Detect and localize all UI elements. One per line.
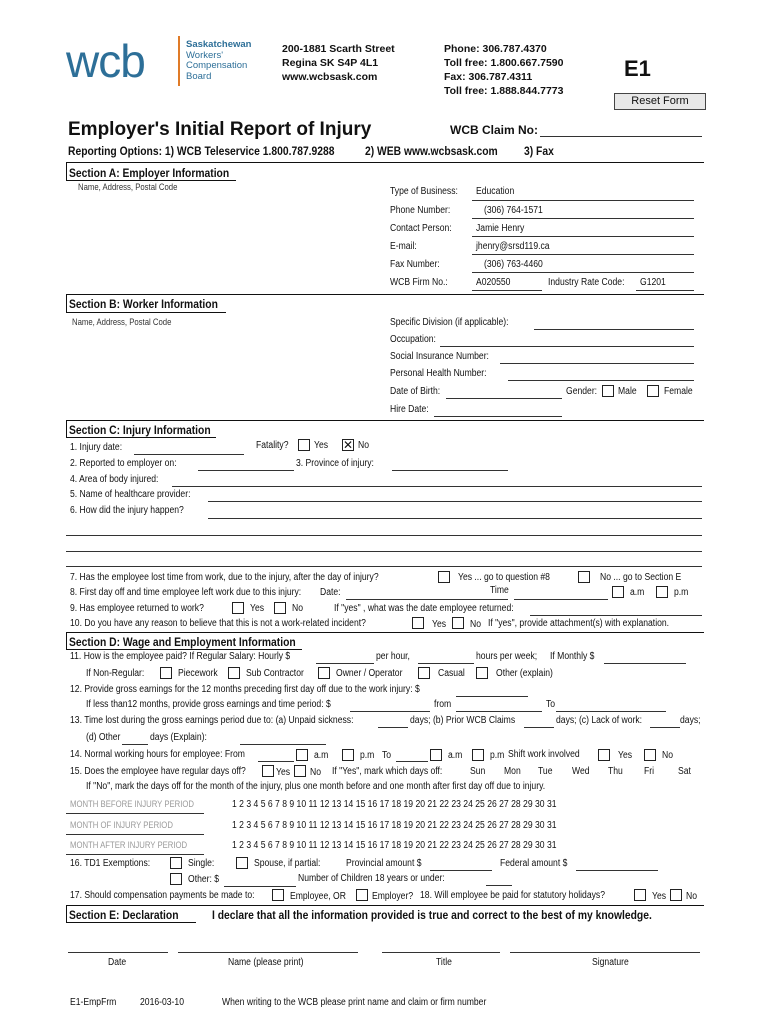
form-code: E1 — [624, 56, 651, 81]
q14-from-pm-label: p.m — [360, 750, 375, 761]
firm-no-line — [472, 290, 542, 291]
q15-yes-checkbox[interactable] — [262, 765, 274, 777]
q4-area-body-field[interactable] — [172, 486, 702, 487]
fatality-yes-checkbox[interactable] — [298, 439, 310, 451]
holidays-yes-checkbox[interactable] — [634, 889, 646, 901]
q8-am-checkbox[interactable] — [612, 586, 624, 598]
type-of-business-label: Type of Business: — [390, 186, 458, 197]
q3-province-label: 3. Province of injury: — [296, 458, 374, 469]
q6-how-line-1[interactable] — [208, 518, 702, 519]
holidays-yes-label: Yes — [652, 891, 667, 902]
q11-monthly-field[interactable] — [604, 663, 686, 664]
hire-date-label: Hire Date: — [390, 404, 429, 415]
q7-yes-checkbox[interactable] — [438, 571, 450, 583]
occupation-label: Occupation: — [390, 334, 436, 345]
q10-yes-checkbox[interactable] — [412, 617, 424, 629]
firm-no-value[interactable]: A020550 — [476, 277, 511, 288]
sin-field[interactable] — [500, 363, 694, 364]
q8-time-field[interactable] — [514, 599, 608, 600]
gender-female-checkbox[interactable] — [647, 385, 659, 397]
phone-number-line — [472, 218, 694, 219]
q7-no-label: No ... go to Section E — [600, 572, 682, 583]
fatality-no-check-mark: ✕ — [343, 438, 354, 452]
holidays-no-checkbox[interactable] — [670, 889, 682, 901]
q8-am-label: a.m — [630, 587, 645, 598]
q13-prior-field[interactable] — [524, 727, 554, 728]
month-of-days[interactable]: 1 2 3 4 5 6 7 8 9 10 11 12 13 14 15 16 17 18 19 20 21 22 23 24 25 26 27 28 29 30 31 — [232, 820, 557, 831]
day-mon[interactable]: Mon — [504, 766, 521, 777]
worker-name-address-field[interactable] — [70, 330, 370, 416]
q5-healthcare-field[interactable] — [208, 501, 702, 502]
q9-no-label: No — [292, 603, 304, 614]
q6-how-line-3[interactable] — [66, 551, 702, 552]
section-a-left-rule — [66, 162, 67, 180]
gender-label: Gender: — [566, 386, 598, 397]
claim-no-field[interactable] — [540, 136, 702, 137]
section-e-title: Section E: Declaration — [69, 908, 179, 922]
q12-gross-label: 12. Provide gross earnings for the 12 months preceding first day off due to the work injury: $ — [70, 684, 420, 695]
month-after-days[interactable]: 1 2 3 4 5 6 7 8 9 10 11 12 13 14 15 16 17 18 19 20 21 22 23 24 25 26 27 28 29 30 31 — [232, 840, 557, 851]
page-title: Employer's Initial Report of Injury — [68, 119, 372, 140]
employer-checkbox[interactable] — [356, 889, 368, 901]
shift-no-label: No — [662, 750, 674, 761]
footer-date: 2016-03-10 — [140, 997, 184, 1008]
q16-td1-label: 16. TD1 Exemptions: — [70, 858, 151, 869]
phn-label: Personal Health Number: — [390, 368, 487, 379]
section-a-top-rule — [66, 162, 704, 163]
q15-no-checkbox[interactable] — [294, 765, 306, 777]
q9-return-date-field[interactable] — [530, 615, 702, 616]
phone-number-value[interactable]: (306) 764-1571 — [484, 205, 543, 216]
q8-date-label: Date: — [320, 587, 341, 598]
q10-if-yes-label: If "yes", provide attachment(s) with explanation. — [488, 618, 670, 629]
contact-person-line — [472, 236, 694, 237]
q8-first-day-label: 8. First day off and time employee left work due to this injury: — [70, 587, 302, 598]
employer-name-address-field[interactable] — [70, 194, 370, 290]
signature-caption: Signature — [592, 957, 629, 968]
q4-area-body-label: 4. Area of body injured: — [70, 474, 159, 485]
industry-rate-label: Industry Rate Code: — [548, 277, 625, 288]
declaration-signature-field[interactable] — [510, 952, 700, 953]
section-d-left-rule — [66, 632, 67, 649]
q13-lack-field[interactable] — [650, 727, 680, 728]
q8-pm-label: p.m — [674, 587, 689, 598]
q11-hours-week-field[interactable] — [418, 663, 474, 664]
q17-payments-label: 17. Should compensation payments be made to: — [70, 890, 255, 901]
q12-to-label: To — [546, 699, 556, 710]
q18-holidays-label: 18. Will employee be paid for statutory holidays? — [420, 890, 606, 901]
shift-yes-label: Yes — [618, 750, 633, 761]
dob-field[interactable] — [446, 398, 562, 399]
q14-to-am-label: a.m — [448, 750, 463, 761]
q14-from-pm-checkbox[interactable] — [342, 749, 354, 761]
tollfree-text-2: Toll free: 1.888.844.7773 — [444, 85, 564, 97]
fatality-no-label: No — [358, 440, 370, 451]
employee-checkbox[interactable] — [272, 889, 284, 901]
month-after-line — [66, 854, 204, 855]
employee-label: Employee, OR — [290, 891, 346, 902]
q8-date-field[interactable] — [346, 599, 508, 600]
day-sat[interactable]: Sat — [678, 766, 691, 777]
section-b-title: Section B: Worker Information — [69, 297, 218, 311]
org-line-3: Compensation — [186, 60, 248, 71]
holidays-no-label: No — [686, 891, 698, 902]
q7-lost-time-label: 7. Has the employee lost time from work, due to the injury, after the day of injury? — [70, 572, 379, 583]
casual-label: Casual — [438, 668, 465, 679]
section-c-top-rule — [66, 420, 704, 421]
title-caption: Title — [436, 957, 452, 968]
address-web: www.wcbsask.com — [282, 71, 378, 83]
provincial-amount-label: Provincial amount $ — [346, 858, 422, 869]
type-of-business-line — [472, 200, 694, 201]
reset-form-button[interactable]: Reset Form — [614, 93, 706, 110]
section-c-title: Section C: Injury Information — [69, 423, 211, 437]
contact-person-label: Contact Person: — [390, 223, 452, 234]
fax-number-value[interactable]: (306) 763-4460 — [484, 259, 543, 270]
org-line-2: Workers' — [186, 49, 224, 61]
division-label: Specific Division (if applicable): — [390, 317, 509, 328]
q5-healthcare-label: 5. Name of healthcare provider: — [70, 489, 191, 500]
q13-explain-label: days (Explain): — [150, 732, 207, 743]
q6-how-label: 6. How did the injury happen? — [70, 505, 184, 516]
other-pay-checkbox[interactable] — [476, 667, 488, 679]
q12-from-label: from — [434, 699, 452, 710]
gender-male-label: Male — [618, 386, 637, 397]
section-a-title-rule — [66, 180, 236, 181]
division-field[interactable] — [534, 329, 694, 330]
q14-to-pm-label: p.m — [490, 750, 505, 761]
worker-name-address-label: Name, Address, Postal Code — [72, 317, 172, 327]
q8-time-label: Time — [490, 585, 509, 596]
email-value[interactable]: jhenry@srsd119.ca — [476, 241, 550, 252]
contact-person-value[interactable]: Jamie Henry — [476, 223, 525, 234]
children-label: Number of Children 18 years or under: — [298, 873, 445, 884]
declaration-name-field[interactable] — [178, 952, 358, 953]
q10-reason-label: 10. Do you have any reason to believe that this is not a work-related incident? — [70, 618, 366, 629]
reporting-options: Reporting Options: 1) WCB Teleservice 1.800.787.9288 — [68, 144, 335, 158]
gender-male-checkbox[interactable] — [602, 385, 614, 397]
q13-prior-label: days; (b) Prior WCB Claims — [410, 715, 516, 726]
employer-name-address-label: Name, Address, Postal Code — [78, 182, 178, 192]
fatality-label: Fatality? — [256, 440, 289, 451]
spouse-checkbox[interactable] — [236, 857, 248, 869]
phone-text: Phone: 306.787.4370 — [444, 43, 547, 55]
phn-field[interactable] — [508, 380, 694, 381]
q14-hours-label: 14. Normal working hours for employee: From — [70, 749, 245, 760]
wcb-logo-text: wcb — [66, 35, 145, 87]
shift-no-checkbox[interactable] — [644, 749, 656, 761]
address-block — [282, 42, 395, 84]
month-before-line — [66, 813, 204, 814]
day-fri[interactable]: Fri — [644, 766, 655, 777]
org-line-1: Saskatchewan — [186, 39, 252, 50]
federal-amount-label: Federal amount $ — [500, 858, 568, 869]
q14-to-pm-checkbox[interactable] — [472, 749, 484, 761]
shift-work-label: Shift work involved — [508, 749, 580, 760]
fatality-no-checkbox[interactable] — [342, 439, 354, 451]
fatality-yes-label: Yes — [314, 440, 329, 451]
subcontractor-checkbox[interactable] — [228, 667, 240, 679]
q7-no-checkbox[interactable] — [578, 571, 590, 583]
declaration-date-field[interactable] — [68, 952, 168, 953]
address-city: Regina SK S4P 4L1 — [282, 57, 379, 69]
month-of-label: MONTH OF INJURY PERIOD — [70, 820, 173, 830]
q13-lack-label: days; (c) Lack of work: — [556, 715, 643, 726]
wcb-logo — [66, 35, 145, 88]
q2-reported-field[interactable] — [198, 470, 294, 471]
children-field[interactable] — [486, 885, 512, 886]
month-of-line — [66, 834, 204, 835]
gender-female-label: Female — [664, 386, 693, 397]
q9-if-yes-label: If "yes" , what was the date employee returned: — [334, 603, 514, 614]
federal-amount-field[interactable] — [576, 870, 658, 871]
q13-days-label: days; — [680, 715, 701, 726]
q10-yes-label: Yes — [432, 619, 447, 630]
q9-yes-label: Yes — [250, 603, 265, 614]
logo-divider — [178, 36, 180, 86]
declaration-text: I declare that all the information provided is true and correct to the best of my knowledge. — [212, 908, 652, 922]
owner-checkbox[interactable] — [318, 667, 330, 679]
q15-if-yes-label: If "Yes", mark which days off: — [332, 766, 443, 777]
q7-yes-label: Yes ... go to question #8 — [458, 572, 550, 583]
q15-no-label: No — [310, 767, 322, 778]
other-td1-checkbox[interactable] — [170, 873, 182, 885]
day-wed[interactable]: Wed — [572, 766, 590, 777]
hire-date-field[interactable] — [434, 416, 562, 417]
section-c-title-rule — [66, 437, 216, 438]
q6-how-line-4[interactable] — [66, 566, 702, 567]
industry-rate-value[interactable]: G1201 — [640, 277, 666, 288]
q12-from-field[interactable] — [456, 711, 542, 712]
shift-yes-checkbox[interactable] — [598, 749, 610, 761]
dob-label: Date of Birth: — [390, 386, 441, 397]
q13-other-field[interactable] — [122, 744, 148, 745]
day-thu[interactable]: Thu — [608, 766, 623, 777]
name-caption: Name (please print) — [228, 957, 304, 968]
q9-no-checkbox[interactable] — [274, 602, 286, 614]
q12-gross-field[interactable] — [456, 696, 528, 697]
fax-number-line — [472, 272, 694, 273]
q13-explain-field[interactable] — [240, 744, 326, 745]
q11-monthly-label: If Monthly $ — [550, 651, 595, 662]
declaration-title-field[interactable] — [382, 952, 500, 953]
industry-rate-line — [636, 290, 694, 291]
q9-yes-checkbox[interactable] — [232, 602, 244, 614]
q10-no-label: No — [470, 619, 482, 630]
section-d-top-rule — [66, 632, 704, 633]
day-tue[interactable]: Tue — [538, 766, 553, 777]
section-d-title: Section D: Wage and Employment Information — [69, 635, 296, 649]
email-line — [472, 254, 694, 255]
contact-block — [444, 42, 563, 98]
q14-to-label: To — [382, 750, 392, 761]
section-b-left-rule — [66, 294, 67, 312]
org-line-4: Board — [186, 70, 212, 82]
q14-from-am-checkbox[interactable] — [296, 749, 308, 761]
non-regular-label: If Non-Regular: — [86, 668, 145, 679]
q11-per-hour-label: per hour, — [376, 651, 410, 662]
footer-note: When writing to the WCB please print name and claim or firm number — [222, 997, 487, 1008]
email-label: E-mail: — [390, 241, 417, 252]
q15-days-off-label: 15. Does the employee have regular days off? — [70, 766, 246, 777]
tollfree-text-1: Toll free: 1.800.667.7590 — [444, 57, 564, 69]
single-label: Single: — [188, 858, 215, 869]
other-td1-label: Other: $ — [188, 874, 220, 885]
q2-reported-label: 2. Reported to employer on: — [70, 458, 177, 469]
q13-sickness-field[interactable] — [378, 727, 408, 728]
month-before-days[interactable]: 1 2 3 4 5 6 7 8 9 10 11 12 13 14 15 16 17 18 19 20 21 22 23 24 25 26 27 28 29 30 31 — [232, 799, 557, 810]
q15-note: If "No", mark the days off for the month of the injury, plus one month before and one month after first day off due to injury. — [86, 781, 546, 792]
q13-other-label: (d) Other — [86, 732, 121, 743]
owner-label: Owner / Operator — [336, 668, 403, 679]
date-caption: Date — [108, 957, 127, 968]
q1-injury-date-field[interactable] — [134, 454, 244, 455]
fax-text: Fax: 306.787.4311 — [444, 71, 533, 83]
footer-form-code: E1-EmpFrm — [70, 997, 117, 1008]
q14-from-field[interactable] — [258, 761, 294, 762]
q15-yes-label: Yes — [276, 767, 291, 778]
q11-paid-label: 11. How is the employee paid? If Regular Salary: Hourly $ — [70, 651, 291, 662]
piecework-label: Piecework — [178, 668, 218, 679]
q11-hours-week-label: hours per week; — [476, 651, 538, 662]
fax-number-label: Fax Number: — [390, 259, 440, 270]
phone-number-label: Phone Number: — [390, 205, 451, 216]
q14-to-am-checkbox[interactable] — [430, 749, 442, 761]
section-d-title-rule — [66, 649, 302, 650]
type-of-business-value[interactable]: Education — [476, 186, 515, 197]
q1-injury-date-label: 1. Injury date: — [70, 442, 123, 453]
piecework-checkbox[interactable] — [160, 667, 172, 679]
day-sun[interactable]: Sun — [470, 766, 486, 777]
provincial-amount-field[interactable] — [430, 870, 492, 871]
section-e-top-rule — [66, 905, 704, 906]
reporting-option-web: 2) WEB www.wcbsask.com — [365, 144, 498, 158]
other-pay-label: Other (explain) — [496, 668, 553, 679]
q12-less-label: If less than12 months, provide gross earnings and time period: $ — [86, 699, 331, 710]
q3-province-field[interactable] — [392, 470, 508, 471]
section-b-top-rule — [66, 294, 704, 295]
q11-hourly-field[interactable] — [316, 663, 374, 664]
firm-no-label: WCB Firm No.: — [390, 277, 448, 288]
employer-label: Employer? — [372, 891, 414, 902]
occupation-field[interactable] — [440, 346, 694, 347]
q6-how-line-2[interactable] — [66, 535, 702, 536]
org-name — [186, 40, 251, 82]
section-b-title-rule — [66, 312, 226, 313]
address-street: 200-1881 Scarth Street — [282, 43, 395, 55]
section-a-title: Section A: Employer Information — [69, 166, 230, 180]
other-td1-field[interactable] — [224, 886, 296, 887]
spouse-label: Spouse, if partial: — [254, 858, 321, 869]
month-after-label: MONTH AFTER INJURY PERIOD — [70, 840, 188, 850]
q12-to-field[interactable] — [556, 711, 666, 712]
q13-time-lost-label: 13. Time lost during the gross earnings period due to: (a) Unpaid sickness: — [70, 715, 354, 726]
q8-pm-checkbox[interactable] — [656, 586, 668, 598]
month-before-label: MONTH BEFORE INJURY PERIOD — [70, 799, 195, 809]
q9-returned-label: 9. Has employee returned to work? — [70, 603, 204, 614]
casual-checkbox[interactable] — [418, 667, 430, 679]
q14-to-field[interactable] — [396, 761, 428, 762]
single-checkbox[interactable] — [170, 857, 182, 869]
sin-label: Social Insurance Number: — [390, 351, 489, 362]
subcontractor-label: Sub Contractor — [246, 668, 304, 679]
section-e-title-rule — [66, 922, 196, 923]
section-c-left-rule — [66, 420, 67, 437]
q12-less-field[interactable] — [350, 711, 430, 712]
section-e-left-rule — [66, 905, 67, 922]
q10-no-checkbox[interactable] — [452, 617, 464, 629]
claim-no-label: WCB Claim No: — [450, 123, 538, 137]
q14-from-am-label: a.m — [314, 750, 329, 761]
reporting-option-fax: 3) Fax — [524, 144, 554, 158]
